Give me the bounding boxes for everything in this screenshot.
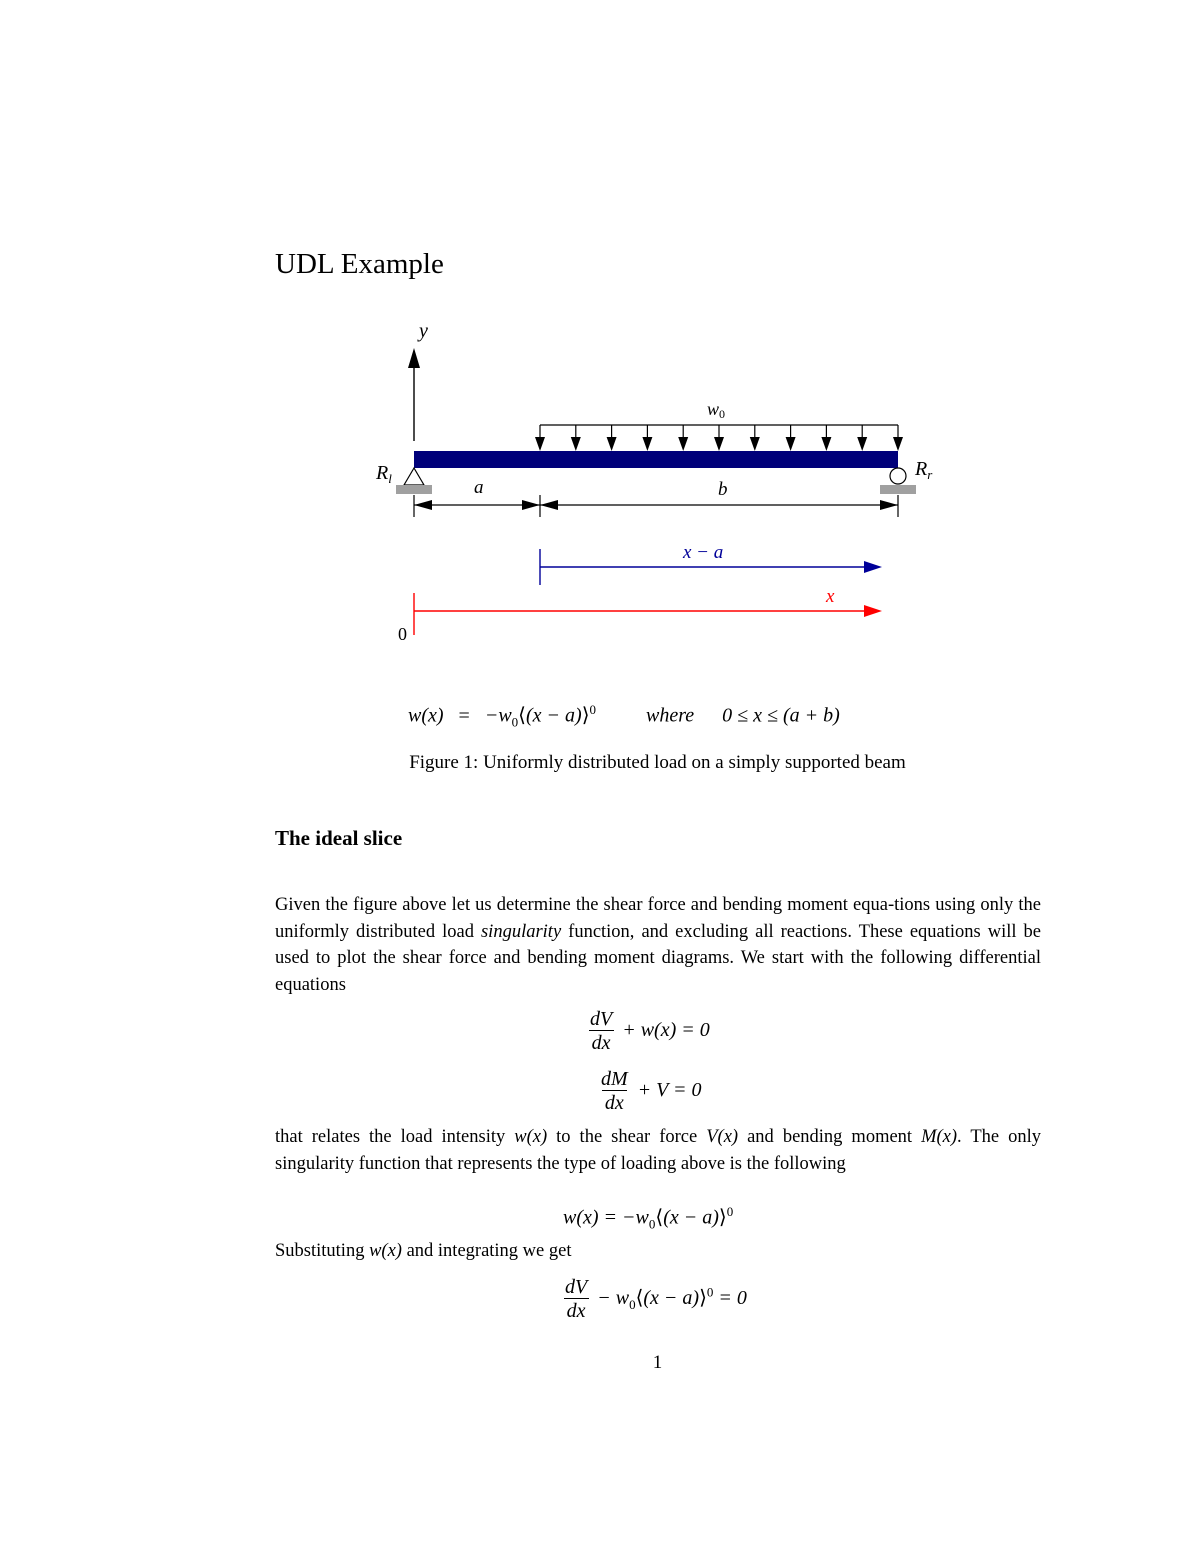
figure-caption: Figure 1: Uniformly distributed load on a simply supported beam bbox=[409, 752, 906, 773]
reaction-left-label: $R_l$ bbox=[376, 462, 392, 486]
load-arrow-head bbox=[571, 437, 581, 451]
load-arrow-head bbox=[607, 437, 617, 451]
x-arrowhead bbox=[864, 605, 882, 617]
load-arrow-head bbox=[857, 437, 867, 451]
page-title: UDL Example bbox=[275, 248, 444, 280]
equation-shear: $\frac{dV}{dx}$ + w(x) = 0 bbox=[590, 1008, 710, 1054]
load-arrow-head bbox=[678, 437, 688, 451]
load-arrow-head bbox=[893, 437, 903, 451]
left-pin-support bbox=[404, 468, 424, 485]
y-axis-arrowhead bbox=[408, 348, 420, 368]
load-arrow-head bbox=[714, 437, 724, 451]
load-eq-lhs: w(x) bbox=[408, 704, 444, 727]
load-arrows bbox=[535, 425, 903, 451]
x-minus-a-arrowhead bbox=[864, 561, 882, 573]
dim-b-label: b bbox=[718, 479, 728, 500]
load-arrow-head bbox=[821, 437, 831, 451]
dim-a-arrow-right bbox=[522, 500, 540, 510]
load-eq-rhs-w: −w bbox=[484, 704, 512, 727]
page-number: 1 bbox=[652, 1352, 663, 1373]
load-eq-where: where bbox=[646, 704, 695, 727]
load-arrow-head bbox=[786, 437, 796, 451]
x-label: x bbox=[826, 586, 835, 607]
load-label-sub: 0 bbox=[719, 407, 726, 421]
load-arrow-head bbox=[535, 437, 545, 451]
load-eq-range: 0 ≤ x ≤ (a + b) bbox=[722, 704, 840, 727]
right-roller-support bbox=[890, 468, 906, 484]
equation-singularity: $w(x) = -w_0⟨(x$ − a)⟩$^0$ bbox=[563, 1204, 734, 1232]
equation-moment: $\frac{dM}{dx}$ + V = 0 bbox=[601, 1068, 702, 1114]
origin-label: 0 bbox=[398, 624, 407, 644]
load-eq-power: 0 bbox=[589, 702, 596, 717]
beam-figure bbox=[360, 315, 960, 655]
right-support-base bbox=[880, 485, 916, 494]
left-support-base bbox=[396, 485, 432, 494]
load-eq-bracket: (x − a) bbox=[525, 704, 582, 727]
paragraph-relations: that relates the load intensity w(x) to the shear force V(x) and bending moment M(x). The only singularity function that represents the type of loading above is the following bbox=[275, 1127, 1041, 1174]
load-eq-sub: 0 bbox=[511, 714, 519, 730]
dim-b-arrow-right bbox=[880, 500, 898, 510]
section-heading: The ideal slice bbox=[275, 826, 403, 850]
dim-a-arrow-left bbox=[414, 500, 432, 510]
load-eq-equals: = bbox=[458, 704, 470, 727]
y-axis-label: y bbox=[419, 320, 428, 342]
dim-a-label: a bbox=[474, 477, 484, 498]
x-minus-a-label: x − a bbox=[683, 542, 724, 563]
equation-integrating: $\frac{dV}{dx}$ − $w_0⟨(x$ − a)⟩$^0$ = 0 bbox=[565, 1276, 747, 1322]
load-equation: $w(x) = -w_0⟨(x$ − a)⟩$^0$ where 0 ≤ x ≤ (a + b) bbox=[408, 702, 840, 730]
dim-b-arrow-left bbox=[540, 500, 558, 510]
paragraph-substituting: Substituting w(x) and integrating we get bbox=[275, 1241, 572, 1261]
reaction-right-label: $R_r$ bbox=[915, 458, 933, 482]
load-label bbox=[707, 399, 725, 421]
load-label-w: w bbox=[707, 399, 720, 419]
load-arrow-head bbox=[750, 437, 760, 451]
load-arrow-head bbox=[642, 437, 652, 451]
beam bbox=[414, 451, 898, 468]
emph-singularity: singularity bbox=[480, 921, 562, 942]
paragraph-intro: Given the figure above let us determine the shear force and bending moment equa-tions using only the uniformly distributed load singularity function, and excluding all reactions. These equations will be used to plot the shear force and bending moment diagrams. We start with the following differential equations bbox=[275, 895, 1041, 995]
